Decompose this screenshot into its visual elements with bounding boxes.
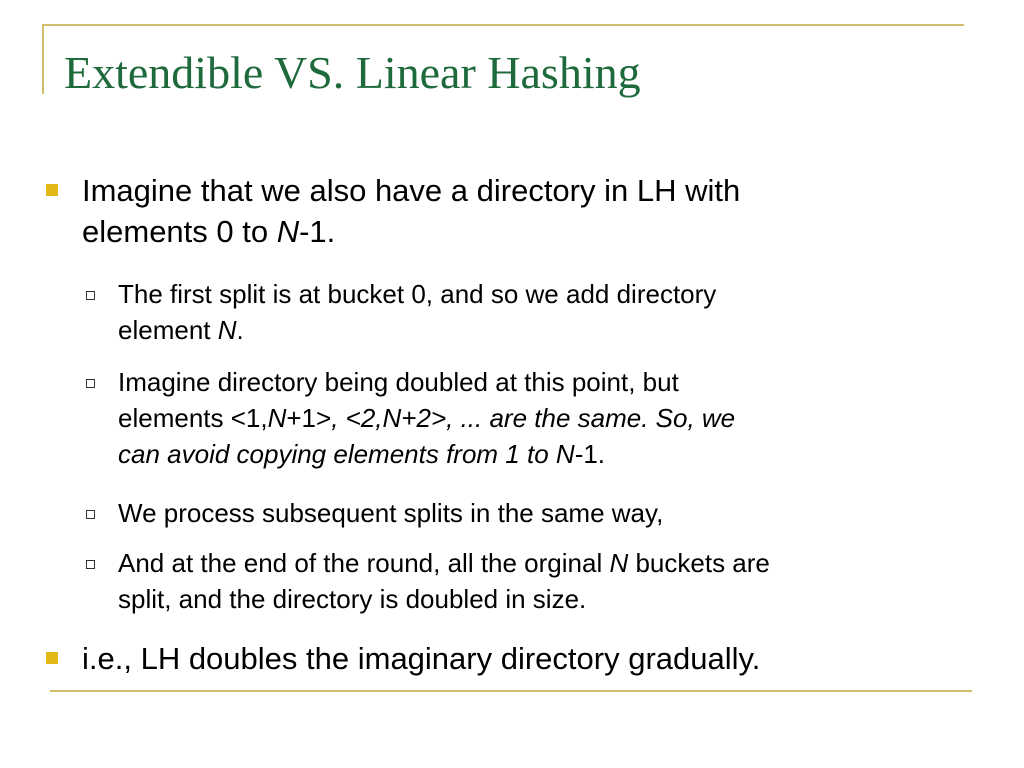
sub-bullet-line [118,581,998,617]
sub-bullet-line-text: We process subsequent splits in the same way, [118,498,664,528]
bullet-line-text: -1. [299,214,336,249]
bullet-line-text: elements 0 to [82,214,277,249]
sub-bullet-line-text: The first split is at bucket 0, and so we add directory [118,279,717,309]
hollow-square-bullet-icon [86,291,95,300]
variable-n: N [276,214,300,249]
bullet-line [82,211,982,252]
sub-bullet-line-text: buckets are [628,548,770,578]
square-bullet-icon [46,184,58,196]
sub-bullet-line [118,400,998,436]
bullet-line-text: Imagine that we also have a directory in LH with [82,173,741,208]
bullet-line-text: i.e., LH doubles the imaginary directory gradually. [82,641,761,676]
sub-bullet-line-text: element [118,315,218,345]
sub-bullet-line [118,276,998,312]
sub-bullet-line-text: And at the end of the round, all the orginal [118,548,610,578]
bullet-text [82,170,982,252]
sub-bullet-text [118,495,998,531]
sub-bullet-line-text: can avoid copying elements from 1 to N [118,439,575,469]
hollow-square-bullet-icon [86,510,95,519]
variable-n: N [267,403,287,433]
sub-bullet-line [118,495,998,531]
sub-bullet-text [118,364,998,472]
hollow-square-bullet-icon [86,560,95,569]
bullet-line [82,638,982,679]
sub-bullet-text [118,545,998,617]
sub-bullet-line [118,312,998,348]
sub-bullet-line-text: Imagine directory being doubled at this point, but [118,367,679,397]
sub-bullet-line-text: , <2,N+2>, ... are the same. So, we [331,403,736,433]
square-bullet-icon [46,652,58,664]
sub-bullet-line [118,436,998,472]
slide-title: Extendible VS. Linear Hashing [64,47,641,98]
sub-bullet-line-text: elements <1, [118,403,268,433]
sub-bullet-line [118,545,998,581]
hollow-square-bullet-icon [86,379,95,388]
bullet-line [82,170,982,211]
sub-bullet-text [118,276,998,348]
sub-bullet-line-text: . [236,315,244,345]
variable-n: N [609,548,629,578]
sub-bullet-line-text: +1> [286,403,332,433]
sub-bullet-line [118,364,998,400]
sub-bullet-line-text: split, and the directory is doubled in size. [118,584,587,614]
bullet-text [82,638,982,679]
variable-n: N [217,315,237,345]
sub-bullet-line-text: -1. [574,439,606,469]
